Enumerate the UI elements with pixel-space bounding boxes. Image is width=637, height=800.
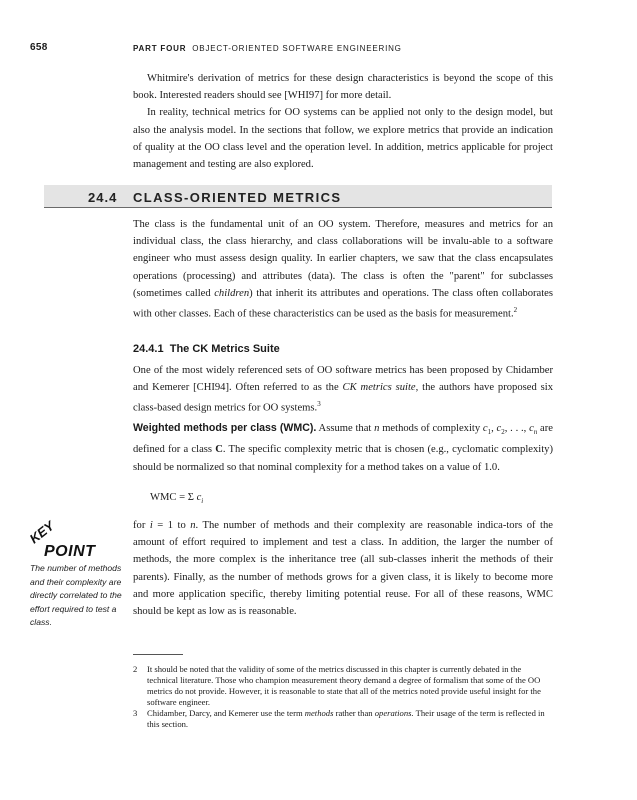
- key-word: KEY: [26, 518, 57, 547]
- wmc-sub1: 1: [487, 428, 492, 437]
- wmc-t2: methods of complexity: [379, 423, 483, 434]
- wmc-lead: Weighted methods per class (WMC).: [133, 422, 317, 434]
- wmc-n: n: [374, 423, 380, 434]
- part-label: PART FOUR: [133, 44, 187, 53]
- intro-paragraph-2: In reality, technical metrics for OO systems can be applied not only to the design model, but also the analysis model. In the sections that follow, we explore metrics that provide an indication of quality at the OO class level and the operation level. In addition, metrics applicable for project management and testing are also explored.: [133, 107, 553, 171]
- wmc-t3: , . . .,: [504, 423, 530, 434]
- subsection-text-a: One of the most widely referenced sets of OO software metrics has been proposed by Chidamber and Kemerer [CHI94]. Often referred to as the: [133, 365, 553, 394]
- footnote-2-number: 2: [133, 664, 138, 674]
- wmc-c2: c: [496, 423, 502, 434]
- fn3-em1: methods: [304, 708, 334, 718]
- wmc-sub2: 2: [501, 428, 505, 437]
- wmc-t4: are defined for a class: [133, 423, 553, 456]
- section-text-em: children: [214, 287, 250, 299]
- footnote-ref-2: 2: [513, 306, 518, 315]
- wmc-t5: . The specific complexity metric that is chosen (e.g., cyclomatic complexity) should be normalized so that nominal complexity for a method takes on a value of 1.0.: [133, 444, 553, 473]
- wmc-class: C: [215, 444, 223, 456]
- wmc-p2-i: i: [149, 520, 153, 531]
- intro-block: [133, 70, 553, 173]
- wmc-p2-c: . The number of methods and their complexity are reasonable indica-tors of the amount of effort required to implement and test a class. In addition, the larger the number of methods, the more complex is the inheritance tree (all sub-classes inherit the methods of their parents). Finally, as the number of methods grows for a given class, it is likely to become more and more application specific, thereby limiting potential reuse. For all of these reasons, WMC should be kept as low as is reasonable.: [133, 520, 553, 618]
- footnote-3-number: 3: [133, 708, 138, 718]
- key-point-text: The number of methods and their complexity are directly correlated to the effort required to test a class.: [30, 563, 122, 628]
- wmc-p2-n: n: [190, 520, 196, 531]
- intro-paragraph-1: Whitmire's derivation of metrics for these design characteristics is beyond the scope of this book. Interested readers should see [WHI97] for more detail.: [133, 73, 553, 102]
- wmc-p2-b: = 1 to: [152, 520, 191, 531]
- fn3-a: Chidamber, Darcy, and Kemerer use the term: [147, 708, 305, 718]
- subsection-text-em: CK metrics suite,: [342, 382, 419, 394]
- wmc-t1: Assume that: [316, 423, 375, 434]
- key-point-icon: [26, 518, 120, 560]
- section-number: 24.4: [88, 190, 118, 205]
- fn3-c: Their usage of the term is reflected in this section.: [147, 708, 545, 729]
- page-number: 658: [30, 42, 48, 53]
- point-word: POINT: [44, 543, 96, 560]
- formula-lhs: WMC = Σ: [150, 492, 197, 503]
- subsection-title: The CK Metrics Suite: [169, 343, 280, 355]
- footnote-3: [133, 708, 553, 730]
- section-paragraph: [133, 216, 553, 323]
- wmc-formula: [150, 492, 203, 505]
- section-text-b: ) that inherit its attributes and operations. The class often collaborates with other classes. Each of these characteristics can be used as the basis for measurement.: [133, 287, 553, 320]
- section-text-a: The class is the fundamental unit of an OO system. Therefore, measures and metrics for an individual class, the class hierarchy, and class collaborations will be invalu-able to a software engineer who must assess design quality. In earlier chapters, we saw that the class encapsulates operations (processing) and attributes (data). The class is often the "parent" for subclasses (sometimes called: [133, 219, 553, 299]
- footnote-rule: [133, 654, 183, 655]
- fn3-em2: operations.: [374, 708, 414, 718]
- subsection-text-b: the authors have proposed six class-based design metrics for OO systems.: [133, 382, 553, 414]
- part-title: OBJECT-ORIENTED SOFTWARE ENGINEERING: [192, 44, 402, 53]
- footnote-2-text: It should be noted that the validity of some of the metrics discussed in this chapter is currently debated in the technical literature. Those who champion measurement theory demand a degree of formalism that some of the OO metrics do not provide. However, it is reasonable to state that all of the metrics noted provide useful insight for the software engineer.: [147, 664, 541, 707]
- wmc-paragraph-2: [133, 517, 553, 620]
- running-header: [133, 44, 402, 53]
- footnote-ref-3: 3: [317, 400, 321, 409]
- wmc-paragraph: [133, 420, 553, 476]
- wmc-c1: c: [482, 423, 488, 434]
- subsection-paragraph: [133, 362, 553, 417]
- footnote-3-text: [147, 708, 553, 730]
- fn3-b: rather than: [333, 708, 375, 718]
- subsection-number: 24.4.1: [133, 343, 164, 355]
- formula-i: i: [201, 497, 204, 506]
- formula-c: c: [196, 492, 202, 503]
- wmc-p2-a: for: [133, 520, 150, 531]
- wmc-cn: c: [529, 423, 534, 434]
- wmc-comma: ,: [491, 423, 497, 434]
- footnote-2: [133, 664, 553, 708]
- section-title: CLASS-ORIENTED METRICS: [133, 190, 342, 205]
- subsection-heading: [133, 343, 280, 355]
- wmc-subn: n: [533, 428, 538, 437]
